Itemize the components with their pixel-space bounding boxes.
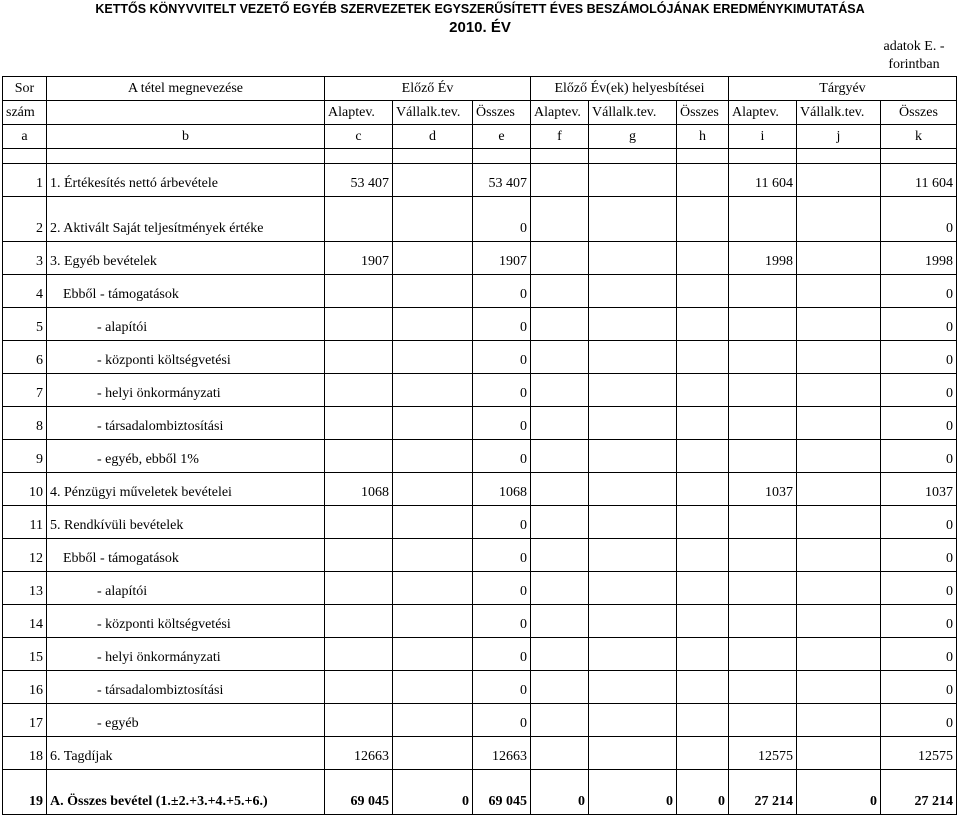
value-cell [325,638,393,671]
value-cell [797,440,881,473]
header-row-sub [3,101,957,125]
value-cell [531,242,589,275]
value-cell [393,275,473,308]
value-cell: 0 [881,407,957,440]
value-cell [729,308,797,341]
value-cell [677,605,729,638]
value-cell [531,197,589,242]
value-cell: 0 [473,407,531,440]
row-item-name: 4. Pénzügyi műveletek bevételei [47,473,325,506]
value-cell: 0 [881,308,957,341]
value-cell [797,506,881,539]
row-number: 2 [3,197,47,242]
value-cell: 0 [881,341,957,374]
value-cell [393,737,473,770]
value-cell: 11 604 [881,164,957,197]
table-row [3,638,957,671]
value-cell: 0 [881,374,957,407]
value-cell [531,605,589,638]
row-item-name: 5. Rendkívüli bevételek [47,506,325,539]
header-blank [47,101,325,125]
value-cell [589,737,677,770]
row-number: 4 [3,275,47,308]
row-item-name: 3. Egyéb bevételek [47,242,325,275]
value-cell: 0 [881,440,957,473]
value-cell [393,197,473,242]
value-cell [393,242,473,275]
value-cell [797,704,881,737]
value-cell [325,572,393,605]
header-prev-year: Előző Év [325,77,531,101]
table-row [3,539,957,572]
value-cell: 0 [393,770,473,815]
row-item-name: - központi költségvetési [47,605,325,638]
value-cell [531,539,589,572]
value-cell [729,275,797,308]
value-cell [393,440,473,473]
row-number: 16 [3,671,47,704]
table-row [3,341,957,374]
value-cell [589,671,677,704]
row-number: 9 [3,440,47,473]
value-cell [729,197,797,242]
value-cell [677,374,729,407]
value-cell: 0 [881,704,957,737]
value-cell: 0 [473,638,531,671]
row-number: 3 [3,242,47,275]
value-cell [729,704,797,737]
value-cell [325,374,393,407]
row-item-name: - helyi önkormányzati [47,374,325,407]
value-cell [797,164,881,197]
value-cell: 12663 [473,737,531,770]
row-number: 6 [3,341,47,374]
value-cell [589,506,677,539]
table-row [3,275,957,308]
header-letter: a [3,125,47,149]
row-item-name: - egyéb [47,704,325,737]
header-current-year: Tárgyév [729,77,957,101]
value-cell: 0 [473,704,531,737]
header-letter: h [677,125,729,149]
header-letter: f [531,125,589,149]
row-item-name: Ebből - támogatások [47,275,325,308]
value-cell: 1907 [473,242,531,275]
header-sub: Vállalk.tev. [589,101,677,125]
header-letter: j [797,125,881,149]
value-cell [393,605,473,638]
value-cell [589,440,677,473]
value-cell [393,473,473,506]
header-sub: Összes [881,101,957,125]
header-prev-corrections: Előző Év(ek) helyesbítései [531,77,729,101]
value-cell: 0 [881,671,957,704]
value-cell [677,572,729,605]
value-cell: 1998 [729,242,797,275]
header-letter: e [473,125,531,149]
header-szam: szám [3,101,47,125]
value-cell: 0 [473,572,531,605]
spacer-row [3,149,957,164]
header-sor: Sor [3,77,47,101]
value-cell [677,275,729,308]
value-cell: 0 [473,671,531,704]
value-cell [393,164,473,197]
value-cell [325,605,393,638]
report-year: 2010. ÉV [449,19,511,36]
header-letter: b [47,125,325,149]
value-cell [677,440,729,473]
value-cell [797,605,881,638]
value-cell [589,242,677,275]
header-sub: Alaptev. [531,101,589,125]
row-number: 18 [3,737,47,770]
value-cell [589,638,677,671]
value-cell [325,440,393,473]
value-cell [797,572,881,605]
value-cell [325,197,393,242]
value-cell [531,440,589,473]
row-item-name: - társadalombiztosítási [47,407,325,440]
value-cell: 69 045 [325,770,393,815]
value-cell: 12575 [881,737,957,770]
value-cell [677,638,729,671]
value-cell [729,638,797,671]
value-cell [797,341,881,374]
value-cell: 0 [473,440,531,473]
header-letter: c [325,125,393,149]
row-item-name: Ebből - támogatások [47,539,325,572]
value-cell [531,164,589,197]
value-cell: 1068 [473,473,531,506]
value-cell: 0 [473,374,531,407]
row-number: 15 [3,638,47,671]
value-cell: 0 [531,770,589,815]
header-sub: Vállalk.tev. [797,101,881,125]
value-cell: 12663 [325,737,393,770]
table-row [3,704,957,737]
value-cell [677,308,729,341]
value-cell [393,374,473,407]
value-cell: 27 214 [729,770,797,815]
row-item-name: - helyi önkormányzati [47,638,325,671]
value-cell [677,737,729,770]
value-cell [677,164,729,197]
value-cell [677,197,729,242]
value-cell [677,473,729,506]
row-number: 14 [3,605,47,638]
value-cell [677,506,729,539]
value-cell [589,341,677,374]
row-item-name: 2. Aktivált Saját teljesítmények értéke [47,197,325,242]
table-row [3,671,957,704]
value-cell: 12575 [729,737,797,770]
row-item-name: - alapítói [47,572,325,605]
value-cell: 69 045 [473,770,531,815]
value-cell [797,671,881,704]
row-item-name: A. Összes bevétel (1.±2.+3.+4.+5.+6.) [47,770,325,815]
header-sub: Vállalk.tev. [393,101,473,125]
value-cell [729,572,797,605]
value-cell [531,671,589,704]
value-cell: 0 [881,197,957,242]
row-item-name: 1. Értékesítés nettó árbevétele [47,164,325,197]
value-cell [531,737,589,770]
value-cell [325,341,393,374]
row-item-name: - központi költségvetési [47,341,325,374]
value-cell: 1907 [325,242,393,275]
header-letter: g [589,125,677,149]
value-cell [677,671,729,704]
header-sub: Alaptev. [325,101,393,125]
value-cell [797,737,881,770]
table-row [3,407,957,440]
value-cell [589,197,677,242]
row-item-name: - egyéb, ebből 1% [47,440,325,473]
row-item-name: 6. Tagdíjak [47,737,325,770]
value-cell [797,407,881,440]
row-number: 11 [3,506,47,539]
value-cell: 0 [881,638,957,671]
value-cell: 53 407 [325,164,393,197]
units-note: adatok E. - forintban [883,39,945,72]
value-cell [325,407,393,440]
value-cell: 0 [881,605,957,638]
table-row [3,473,957,506]
row-number: 5 [3,308,47,341]
row-number: 17 [3,704,47,737]
table-row [3,572,957,605]
value-cell: 0 [677,770,729,815]
table-row [3,737,957,770]
table-row [3,308,957,341]
value-cell [589,704,677,737]
row-number: 13 [3,572,47,605]
value-cell [589,605,677,638]
value-cell [393,341,473,374]
value-cell [589,473,677,506]
value-cell: 0 [473,275,531,308]
value-cell [325,275,393,308]
value-cell: 0 [473,539,531,572]
table-row [3,197,957,242]
value-cell: 0 [473,341,531,374]
row-number: 1 [3,164,47,197]
value-cell [531,374,589,407]
row-number: 19 [3,770,47,815]
value-cell [729,605,797,638]
value-cell [393,572,473,605]
value-cell [393,671,473,704]
table-row [3,506,957,539]
value-cell [729,341,797,374]
header-row-groups [3,77,957,101]
value-cell [797,539,881,572]
value-cell: 0 [881,275,957,308]
value-cell [797,275,881,308]
value-cell [393,704,473,737]
row-number: 12 [3,539,47,572]
value-cell: 1037 [729,473,797,506]
value-cell [677,704,729,737]
value-cell [729,374,797,407]
value-cell [589,572,677,605]
value-cell: 0 [881,506,957,539]
header-sub: Összes [677,101,729,125]
value-cell: 0 [473,197,531,242]
row-item-name: - alapítói [47,308,325,341]
header-sub: Összes [473,101,531,125]
value-cell [589,164,677,197]
value-cell [531,275,589,308]
table-row [3,770,957,815]
value-cell [531,308,589,341]
value-cell [677,539,729,572]
value-cell [797,473,881,506]
value-cell [729,539,797,572]
value-cell [589,374,677,407]
header-letter: d [393,125,473,149]
value-cell [729,671,797,704]
value-cell [531,341,589,374]
value-cell [797,374,881,407]
header-item-name: A tétel megnevezése [47,77,325,101]
value-cell: 0 [473,506,531,539]
value-cell: 11 604 [729,164,797,197]
value-cell [797,638,881,671]
value-cell [729,506,797,539]
value-cell: 1068 [325,473,393,506]
row-number: 7 [3,374,47,407]
value-cell [325,671,393,704]
row-number: 8 [3,407,47,440]
report-title: KETTŐS KÖNYVVITELT VEZETŐ EGYÉB SZERVEZETEK EGYSZERŰSÍTETT ÉVES BESZÁMOLÓJÁNAK EREDMÉNYKIMUTATÁSA [95,2,865,16]
table-row [3,164,957,197]
value-cell: 1037 [881,473,957,506]
value-cell [393,308,473,341]
value-cell [797,242,881,275]
table-row [3,242,957,275]
value-cell [729,407,797,440]
value-cell: 0 [473,605,531,638]
value-cell: 0 [881,539,957,572]
value-cell [531,572,589,605]
value-cell: 0 [589,770,677,815]
value-cell [531,473,589,506]
value-cell: 27 214 [881,770,957,815]
value-cell: 1998 [881,242,957,275]
value-cell [325,704,393,737]
table-row [3,605,957,638]
table-row [3,374,957,407]
income-statement-table [2,76,957,815]
value-cell [589,539,677,572]
table-row [3,440,957,473]
value-cell [393,638,473,671]
value-cell [589,275,677,308]
value-cell [393,407,473,440]
value-cell [325,539,393,572]
value-cell [531,407,589,440]
header-sub: Alaptev. [729,101,797,125]
value-cell [729,440,797,473]
value-cell [531,506,589,539]
value-cell [531,638,589,671]
value-cell: 0 [473,308,531,341]
value-cell [677,407,729,440]
header-letter: k [881,125,957,149]
value-cell [677,341,729,374]
value-cell [393,539,473,572]
value-cell: 0 [797,770,881,815]
header-row-letters [3,125,957,149]
value-cell [325,506,393,539]
value-cell: 0 [881,572,957,605]
header-letter: i [729,125,797,149]
value-cell [797,308,881,341]
value-cell [325,308,393,341]
value-cell [531,704,589,737]
value-cell [393,506,473,539]
value-cell [589,407,677,440]
value-cell [677,242,729,275]
value-cell [589,308,677,341]
value-cell [797,197,881,242]
row-number: 10 [3,473,47,506]
value-cell: 53 407 [473,164,531,197]
row-item-name: - társadalombiztosítási [47,671,325,704]
